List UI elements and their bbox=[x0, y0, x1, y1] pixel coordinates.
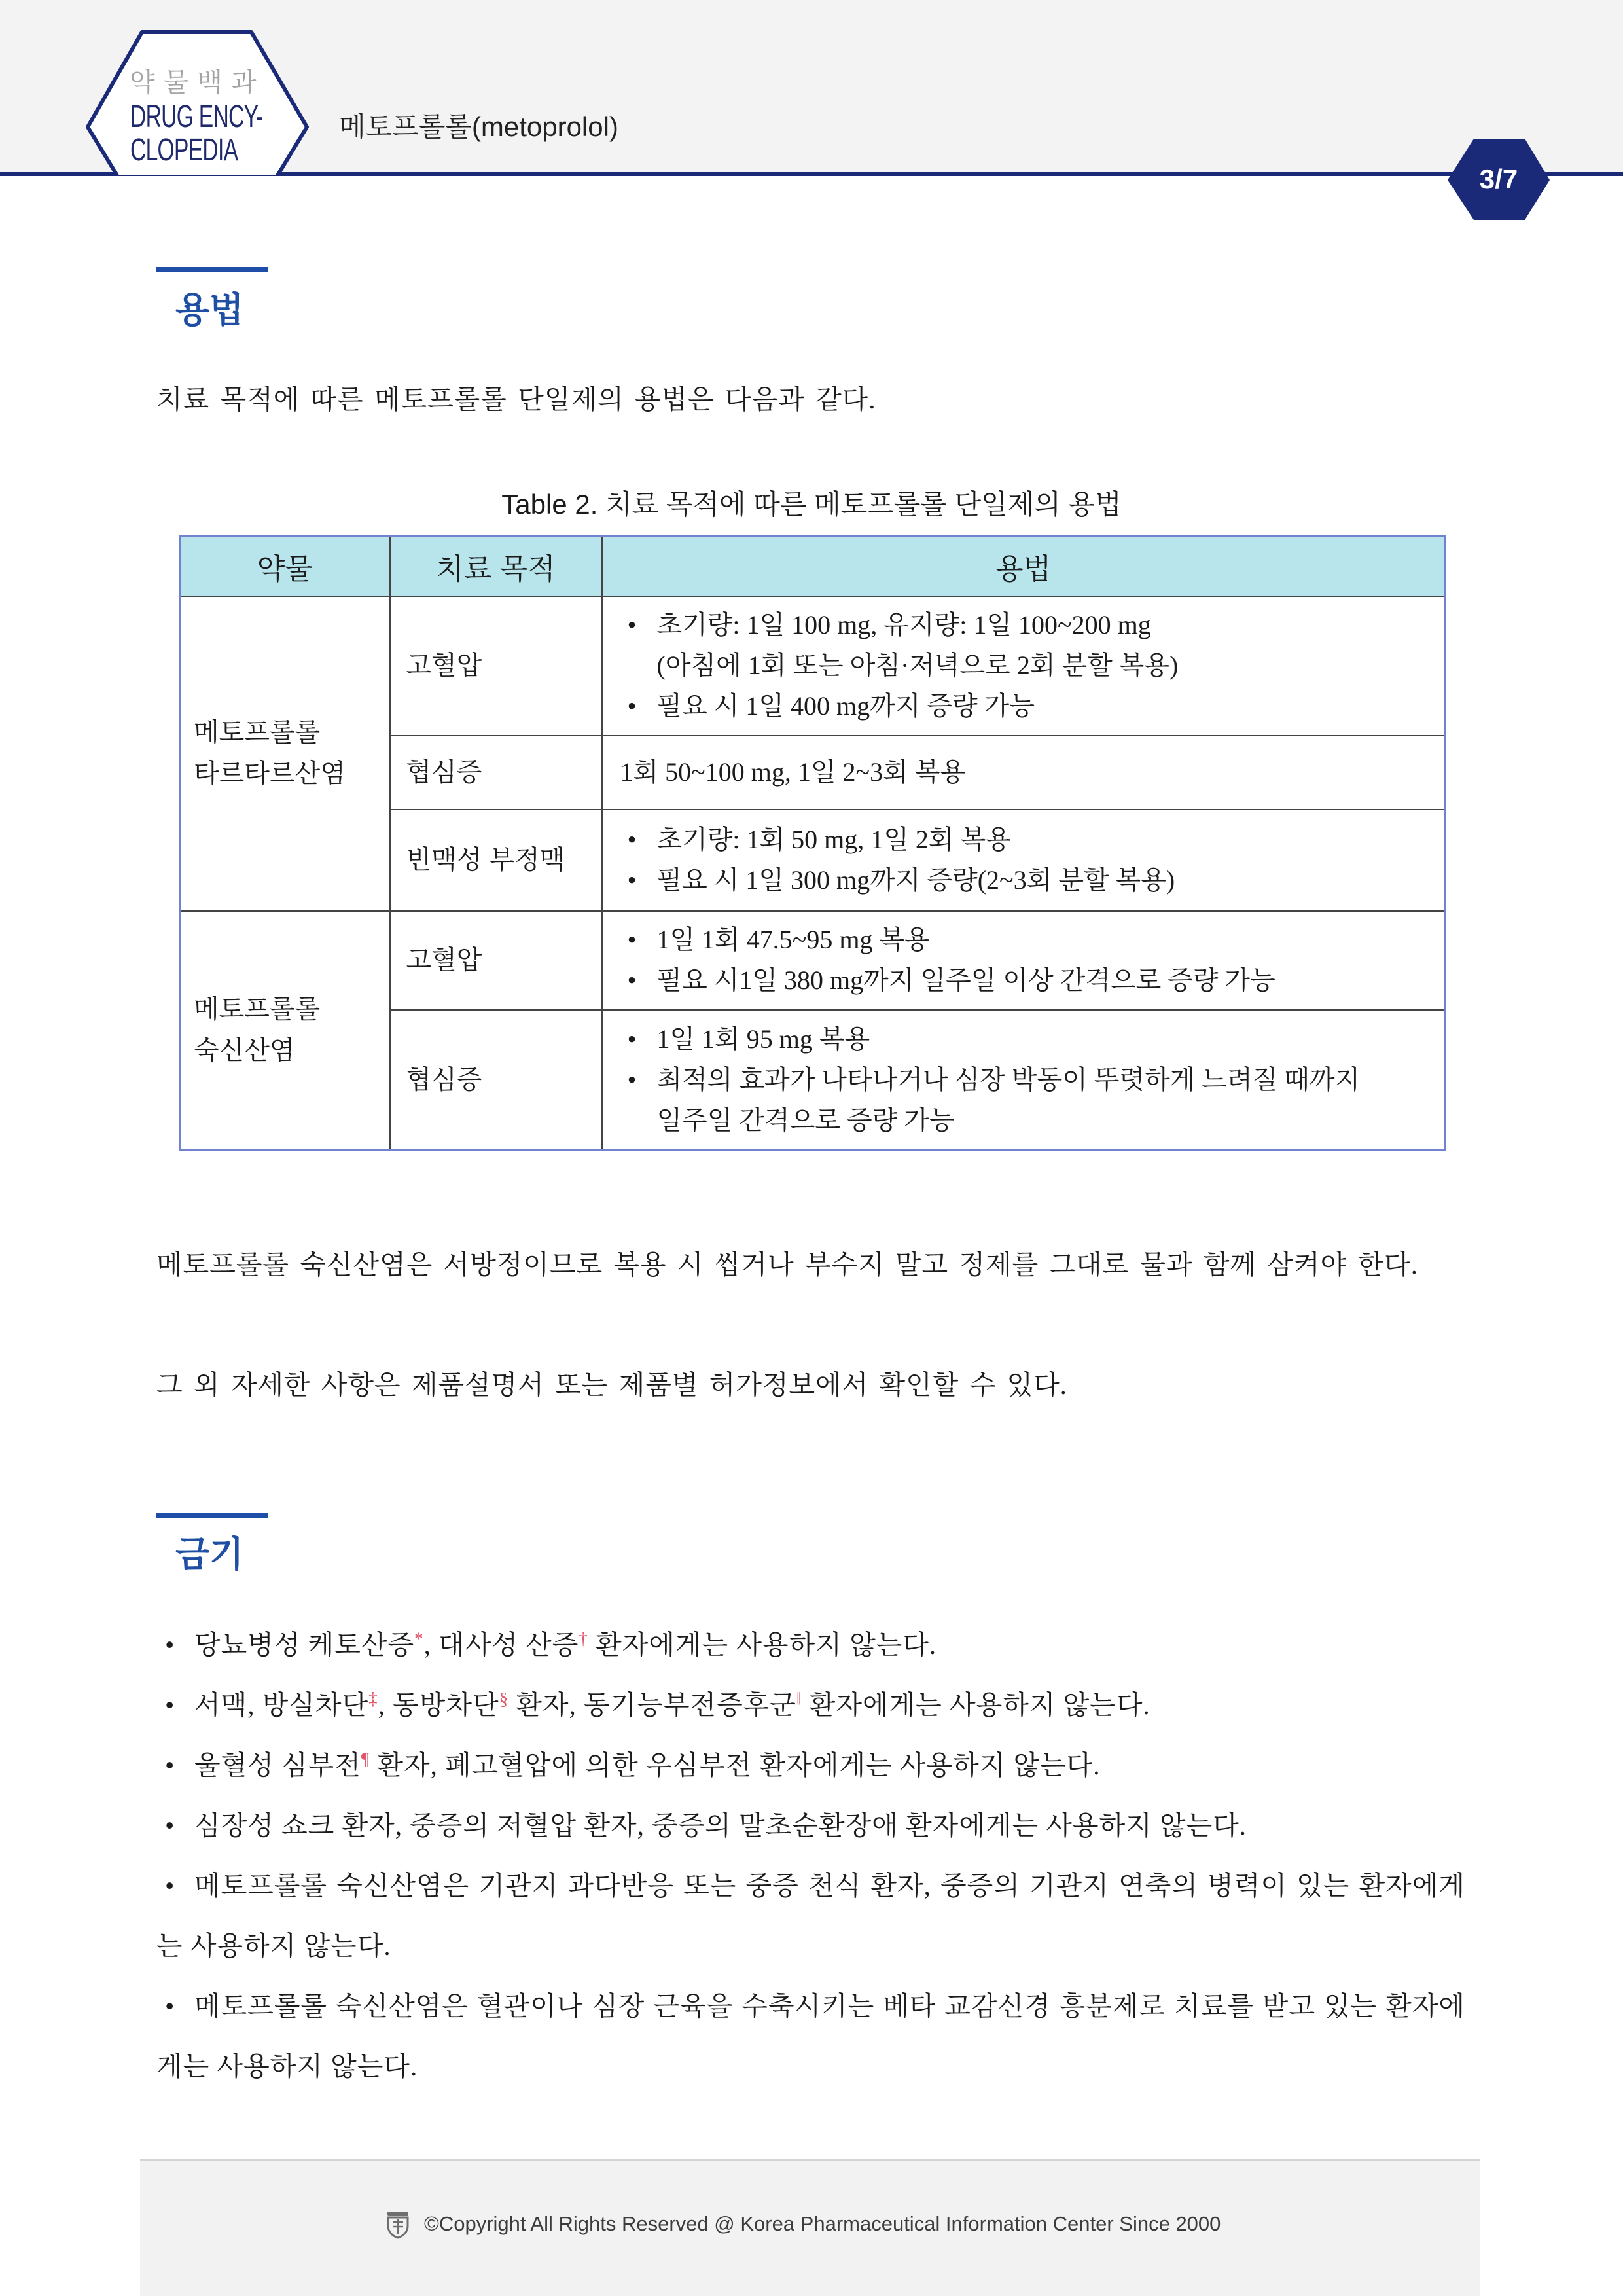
dosage-item bbox=[628, 1060, 1437, 1141]
logo-english-line1: DRUG ENCY- bbox=[130, 99, 263, 134]
list-item bbox=[156, 1795, 1465, 1856]
dosage-line: • 필요 시 1일 400 mg까지 증량 가능 bbox=[656, 691, 1035, 721]
item-text: , 대사성 산증 bbox=[423, 1630, 579, 1660]
item-text: 환자에게는 사용하지 않는다. bbox=[588, 1630, 937, 1660]
dosage-line: 1회 50~100 mg, 1일 2~3회 복용 bbox=[620, 757, 966, 787]
header-cell-drug: 약물 bbox=[180, 537, 390, 596]
dosage-table bbox=[179, 535, 1446, 1151]
dosage-note: 메토프롤롤 숙신산염은 서방정이므로 복용 시 씹거나 부수지 말고 정제를 그대로 물과 함께 삼켜야 한다. bbox=[156, 1249, 1418, 1280]
table-header-row bbox=[180, 537, 1446, 596]
list-item bbox=[156, 1615, 1465, 1675]
list-item bbox=[156, 1856, 1465, 1976]
footnote-mark: ‡ bbox=[368, 1689, 378, 1709]
dosage-cell bbox=[602, 810, 1446, 911]
dosage-cell bbox=[602, 1010, 1446, 1151]
purpose-cell: 협심증 bbox=[390, 736, 602, 810]
drug-name-line: 숙신산염 bbox=[194, 1036, 295, 1066]
kpic-emblem-icon bbox=[385, 2210, 411, 2239]
dosage-list bbox=[618, 1019, 1437, 1141]
logo-english-line2: CLOPEDIA bbox=[130, 133, 238, 168]
drug-cell-tartrate bbox=[180, 596, 390, 911]
purpose-cell: 고혈압 bbox=[390, 911, 602, 1010]
table-row bbox=[180, 596, 1446, 736]
purpose-cell: 고혈압 bbox=[390, 596, 602, 736]
dosage-item bbox=[628, 605, 1437, 686]
section-title-contraindications: 금기 bbox=[175, 1534, 244, 1575]
purpose-cell: 빈맥성 부정맥 bbox=[390, 810, 602, 911]
logo-korean-text: 약물백과 bbox=[130, 67, 265, 98]
item-text: , 동방차단 bbox=[378, 1690, 499, 1720]
dosage-item bbox=[628, 920, 1437, 960]
table-row bbox=[180, 911, 1446, 1010]
dosage-cell bbox=[602, 736, 1446, 810]
table-caption: Table 2. 치료 목적에 따른 메토프롤롤 단일제의 용법 bbox=[501, 489, 1122, 520]
list-item bbox=[156, 1735, 1465, 1795]
item-text: 당뇨병성 케토산증 bbox=[194, 1630, 415, 1660]
footnote-mark: * bbox=[414, 1628, 424, 1649]
item-text: 서맥, 방실차단 bbox=[194, 1690, 369, 1720]
item-text: 심장성 쇼크 환자, 중증의 저혈압 환자, 중증의 말초순환장애 환자에게는 사용하지 않는다. bbox=[194, 1810, 1247, 1840]
dosage-note: 그 외 자세한 사항은 제품설명서 또는 제품별 허가정보에서 확인할 수 있다. bbox=[156, 1370, 1067, 1400]
dosage-item bbox=[628, 860, 1437, 901]
footnote-mark: ‖ bbox=[796, 1689, 802, 1709]
drug-name-line: 메토프롤롤 bbox=[194, 718, 321, 747]
list-item bbox=[156, 1976, 1465, 2096]
dosage-item bbox=[628, 819, 1437, 860]
drug-name-line: 메토프롤롤 bbox=[194, 995, 321, 1024]
dosage-cell bbox=[602, 911, 1446, 1010]
dosage-intro: 치료 목적에 따른 메토프롤롤 단일제의 용법은 다음과 같다. bbox=[156, 384, 876, 414]
drug-cell-succinate bbox=[180, 911, 390, 1151]
footnote-mark: ¶ bbox=[361, 1749, 370, 1769]
contraindication-list bbox=[156, 1615, 1465, 2096]
item-text: 환자, 폐고혈압에 의한 우심부전 환자에게는 사용하지 않는다. bbox=[370, 1750, 1101, 1780]
dosage-list bbox=[618, 605, 1437, 726]
item-text: 울혈성 심부전 bbox=[194, 1750, 361, 1780]
item-text: 메토프롤롤 숙신산염은 혈관이나 심장 근육을 수축시키는 베타 교감신경 흥분제로 치료를 받고 있는 환자에게는 사용하지 않는다. bbox=[156, 1991, 1465, 2081]
section-heading-bar bbox=[156, 267, 268, 272]
purpose-cell: 협심증 bbox=[390, 1010, 602, 1151]
header-cell-purpose: 치료 목적 bbox=[390, 537, 602, 596]
dosage-cell bbox=[602, 596, 1446, 736]
dosage-list bbox=[618, 819, 1437, 901]
footnote-mark: † bbox=[579, 1628, 588, 1649]
section-title-dosage: 용법 bbox=[175, 289, 244, 331]
dosage-line: • 필요 시 1일 300 mg까지 증량(2~3회 분할 복용) bbox=[656, 865, 1175, 895]
dosage-item bbox=[628, 960, 1437, 1001]
dosage-line: • 초기량: 1일 100 mg, 유지량: 1일 100~200 mg bbox=[656, 610, 1151, 639]
item-text: 환자, 동기능부전증후군 bbox=[508, 1690, 796, 1720]
dosage-item bbox=[628, 1019, 1437, 1060]
footnote-mark: § bbox=[499, 1689, 509, 1709]
copyright-text: ©Copyright All Rights Reserved @ Korea Pharmaceutical Information Center Since 2000 bbox=[424, 2212, 1221, 2235]
dosage-line: • 1일 1회 95 mg 복용 bbox=[656, 1024, 870, 1054]
dosage-item bbox=[628, 686, 1437, 726]
item-text: 환자에게는 사용하지 않는다. bbox=[802, 1690, 1150, 1720]
header-cell-dosage: 용법 bbox=[602, 537, 1446, 596]
dosage-line: (아침에 1회 또는 아침·저녁으로 2회 분할 복용) bbox=[656, 651, 1179, 680]
dosage-line: 일주일 간격으로 증량 가능 bbox=[656, 1105, 955, 1135]
dosage-line: • 필요 시1일 380 mg까지 일주일 이상 간격으로 증량 가능 bbox=[656, 965, 1275, 995]
page-number-badge bbox=[1444, 136, 1554, 223]
list-item bbox=[156, 1675, 1465, 1735]
dosage-list bbox=[618, 920, 1437, 1001]
item-text: 메토프롤롤 숙신산염은 기관지 과다반응 또는 중증 천식 환자, 중증의 기관지 연축의 병력이 있는 환자에게는 사용하지 않는다. bbox=[156, 1871, 1465, 1961]
section-heading-bar bbox=[156, 1513, 268, 1518]
dosage-line: • 최적의 효과가 나타나거나 심장 박동이 뚜렷하게 느려질 때까지 bbox=[656, 1064, 1361, 1094]
document-title: 메토프롤롤(metoprolol) bbox=[339, 111, 618, 142]
drug-name-line: 타르타르산염 bbox=[194, 759, 346, 788]
dosage-line: • 초기량: 1회 50 mg, 1일 2회 복용 bbox=[656, 825, 1011, 854]
dosage-line: • 1일 1회 47.5~95 mg 복용 bbox=[656, 925, 930, 954]
drug-encyclopedia-logo bbox=[0, 0, 340, 176]
page-number: 3/7 bbox=[1479, 164, 1518, 194]
footer-divider bbox=[140, 2159, 1480, 2161]
